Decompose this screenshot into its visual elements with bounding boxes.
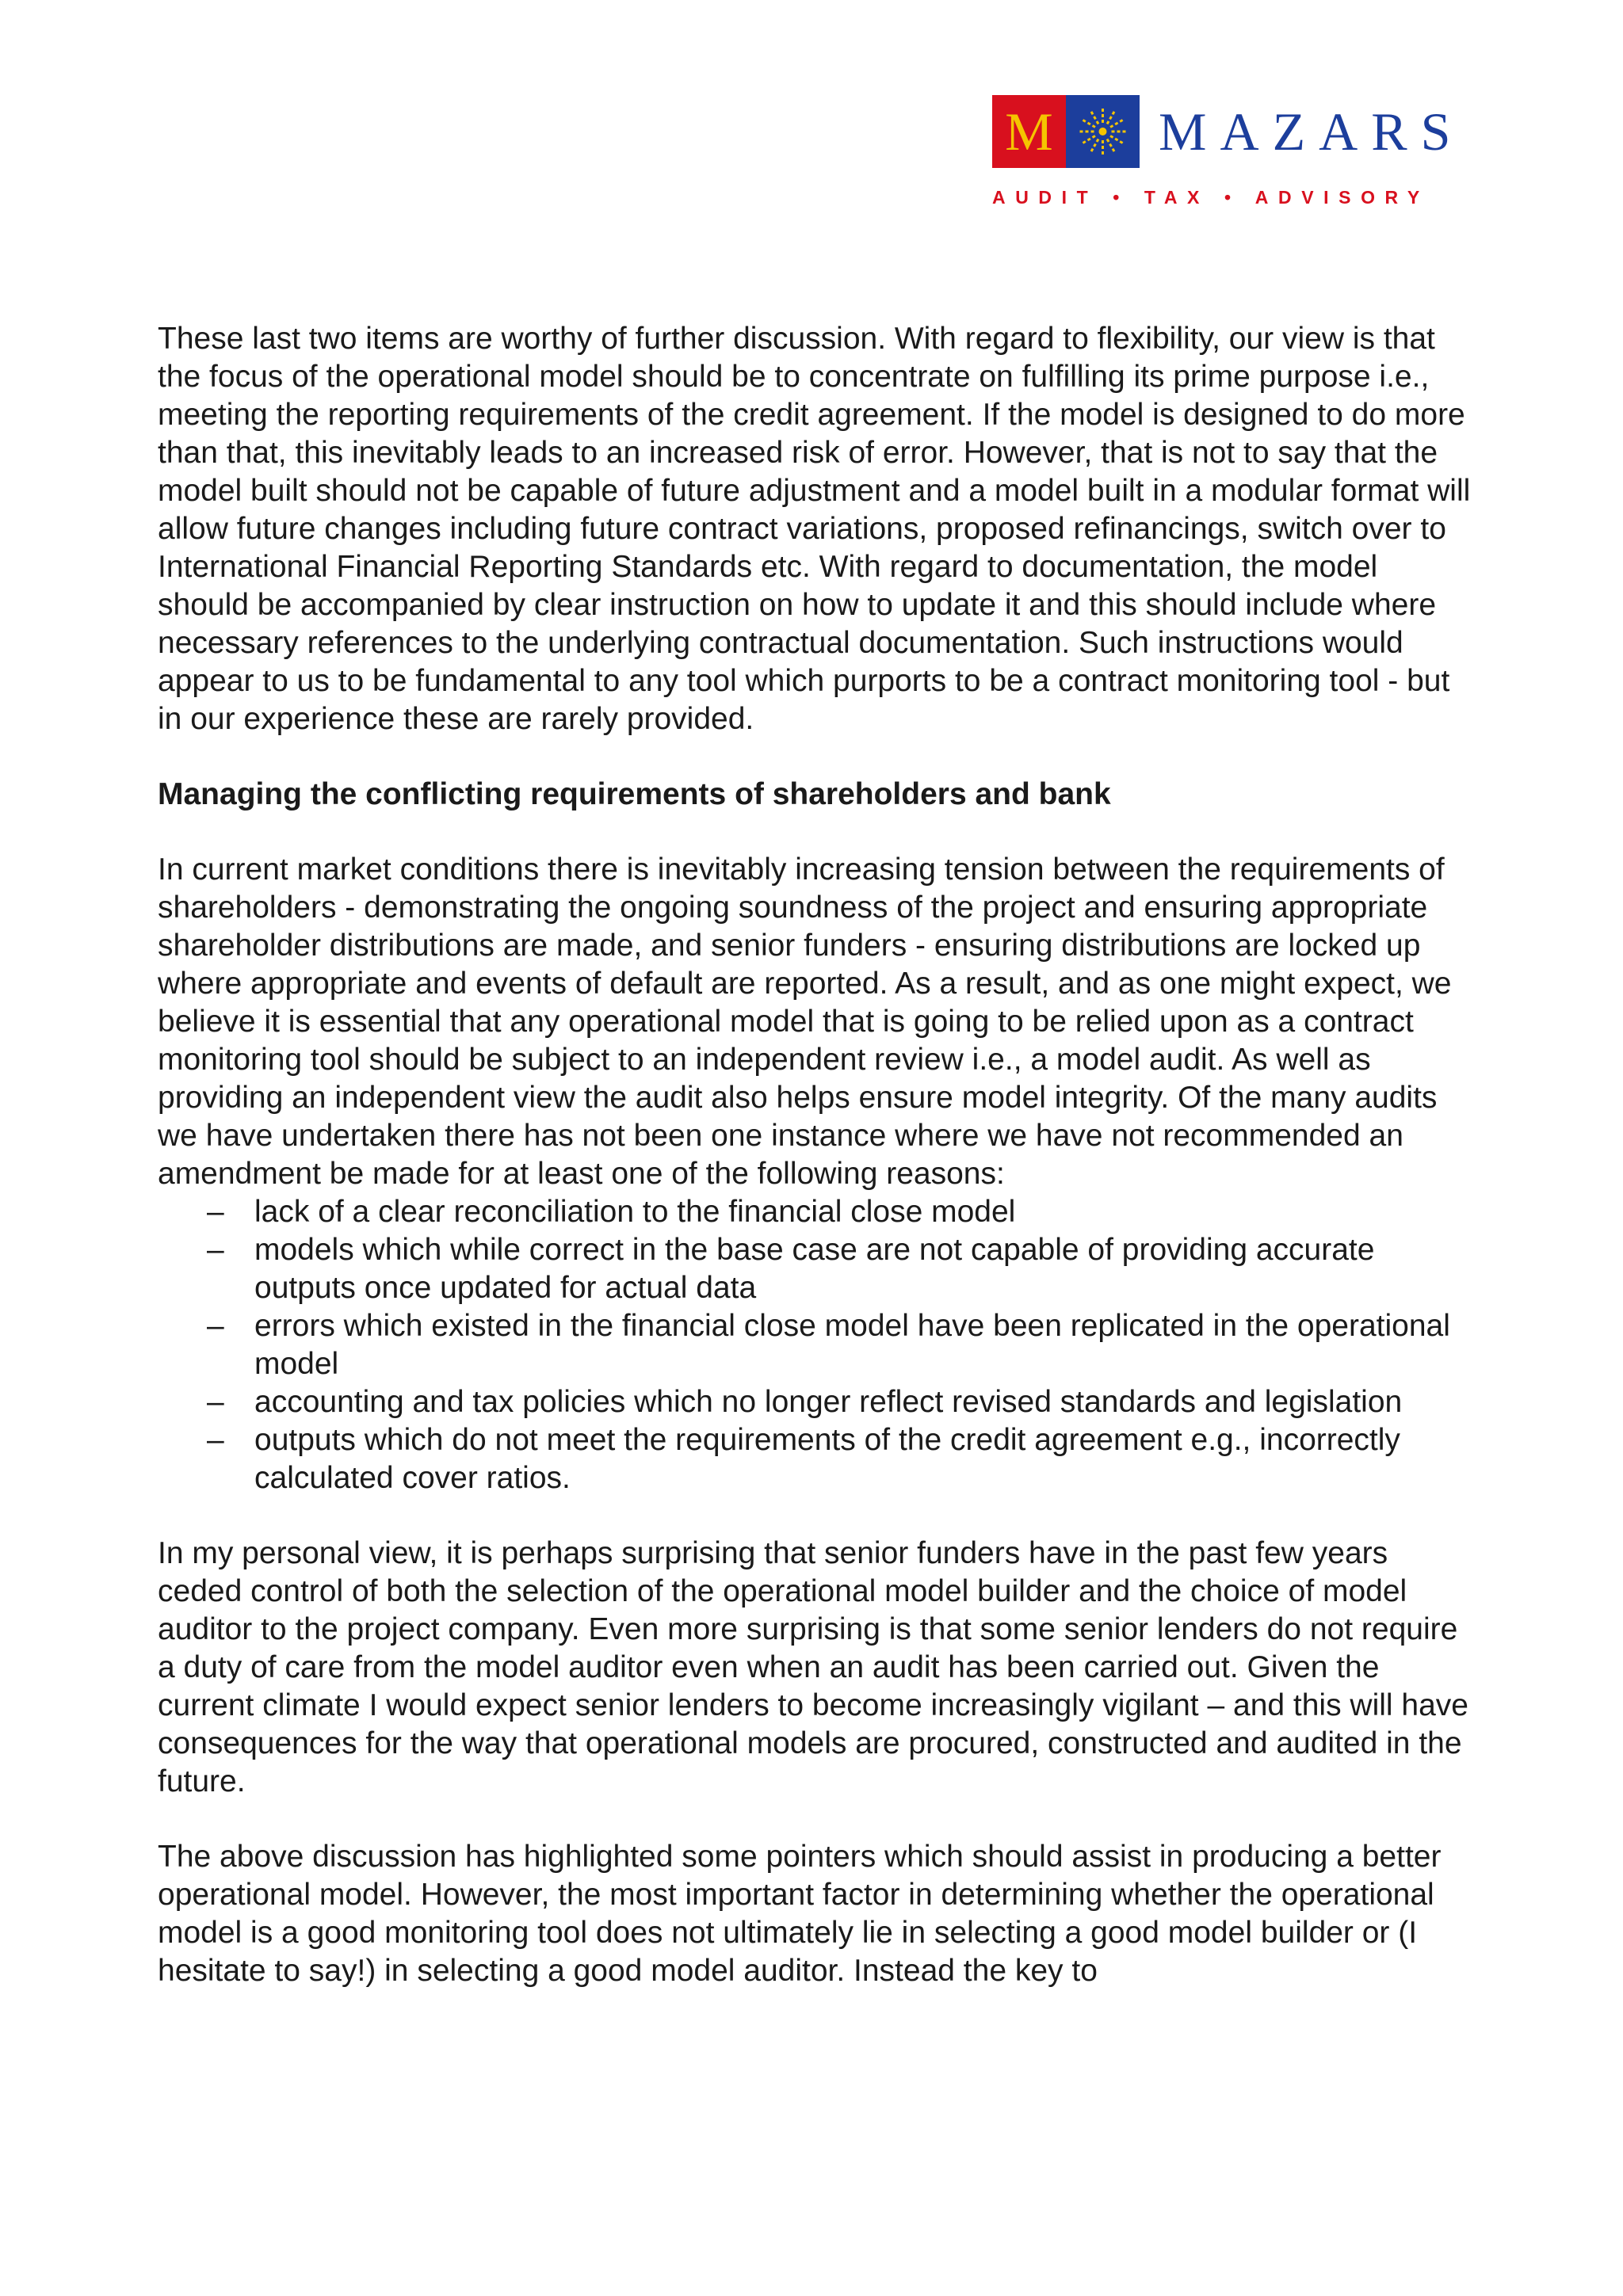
list-item — [158, 1421, 1473, 1497]
logo-letter: M — [992, 95, 1066, 168]
paragraph-personal-view: In my personal view, it is perhaps surprising that senior funders have in the past few years ceded control of both the selection of the operational model builder and the choice of model auditor to the project company. Even more surprising is that some senior lenders do not require a duty of care from the model auditor even when an audit has been carried out. Given the current climate I would expect senior lenders to become increasingly vigilant – and this will have consequences for the way that operational models are procured, constructed and audited in the future. — [158, 1536, 1468, 1798]
list-item — [158, 1383, 1473, 1421]
section-heading: Managing the conflicting requirements of shareholders and bank — [158, 777, 1111, 811]
list-item-text: models which while correct in the base case are not capable of providing accurate outputs once updated for actual data — [254, 1233, 1375, 1305]
logo-mark — [992, 95, 1140, 168]
list-item — [158, 1231, 1473, 1307]
sun-ray — [1110, 136, 1123, 144]
sun-ray — [1107, 111, 1115, 124]
mazars-logo — [992, 95, 1468, 214]
list-item — [158, 1193, 1473, 1231]
dash-marker: – — [207, 1195, 224, 1229]
paragraph-market-conditions: In current market conditions there is inevitably increasing tension between the requirements of shareholders - demonstrating the ongoing soundness of the project and ensuring appropriate shareholder distributions are made, and senior funders - ensuring distributions are locked up where appropriate and events of default are reported. As a result, and as one might expect, we believe it is essential that any operational model that is going to be relied upon as a contract monitoring tool should be subject to an independent review i.e., a model audit. As well as providing an independent view the audit also helps ensure model integrity. Of the many audits we have undertaken there has not been one instance where we have not recommended an amendment be made for at least one of the following reasons: — [158, 852, 1452, 1191]
list-item-text: errors which existed in the financial close model have been replicated in the operational model — [254, 1309, 1450, 1381]
dash-marker: – — [207, 1423, 224, 1457]
list-item-text: lack of a clear reconciliation to the financial close model — [254, 1195, 1016, 1229]
sun-ray — [1091, 139, 1099, 152]
paragraph-flexibility: These last two items are worthy of further discussion. With regard to flexibility, our view is that the focus of the operational model should be to concentrate on fulfilling its prime purpose i.e., meeting the reporting requirements of the credit agreement. If the model is designed to do more than that, this inevitably leads to an increased risk of error. However, that is not to say that the model built should not be capable of future adjustment and a model built in a modular format will allow future changes including future contract variations, proposed refinancings, switch over to International Financial Reporting Standards etc. With regard to documentation, the model should be accompanied by clear instruction on how to update it and this should include where necessary references to the underlying contractual documentation. Such instructions would appear to us to be fundamental to any tool which purports to be a contract monitoring tool - but in our experience these are rarely provided. — [158, 322, 1471, 736]
sun-ray — [1091, 111, 1099, 124]
dash-marker: – — [207, 1233, 224, 1267]
list-item-text: accounting and tax policies which no longer reflect revised standards and legislation — [254, 1385, 1403, 1419]
reasons-list — [158, 1193, 1473, 1497]
list-item — [158, 1307, 1473, 1383]
sun-ray — [1110, 120, 1123, 128]
sun-ray — [1083, 136, 1095, 144]
dash-marker: – — [207, 1385, 224, 1419]
list-item-text: outputs which do not meet the requirements of the credit agreement e.g., incorrectly calculated cover ratios. — [254, 1423, 1400, 1495]
document-body — [158, 320, 1473, 2027]
logo-tagline: AUDIT • TAX • ADVISORY — [992, 187, 1430, 208]
dash-marker: – — [207, 1309, 224, 1343]
paragraph-conclusion: The above discussion has highlighted some pointers which should assist in producing a better operational model. However, the most important factor in determining whether the operational model is a good monitoring tool does not ultimately lie in selecting a good model builder or (I hesitate to say!) in selecting a good model auditor. Instead the key to — [158, 1840, 1442, 1988]
logo-wordmark: MAZARS — [1159, 101, 1465, 162]
sun-icon — [1066, 95, 1140, 168]
sun-ray — [1107, 139, 1115, 152]
sun-ray — [1083, 120, 1095, 128]
